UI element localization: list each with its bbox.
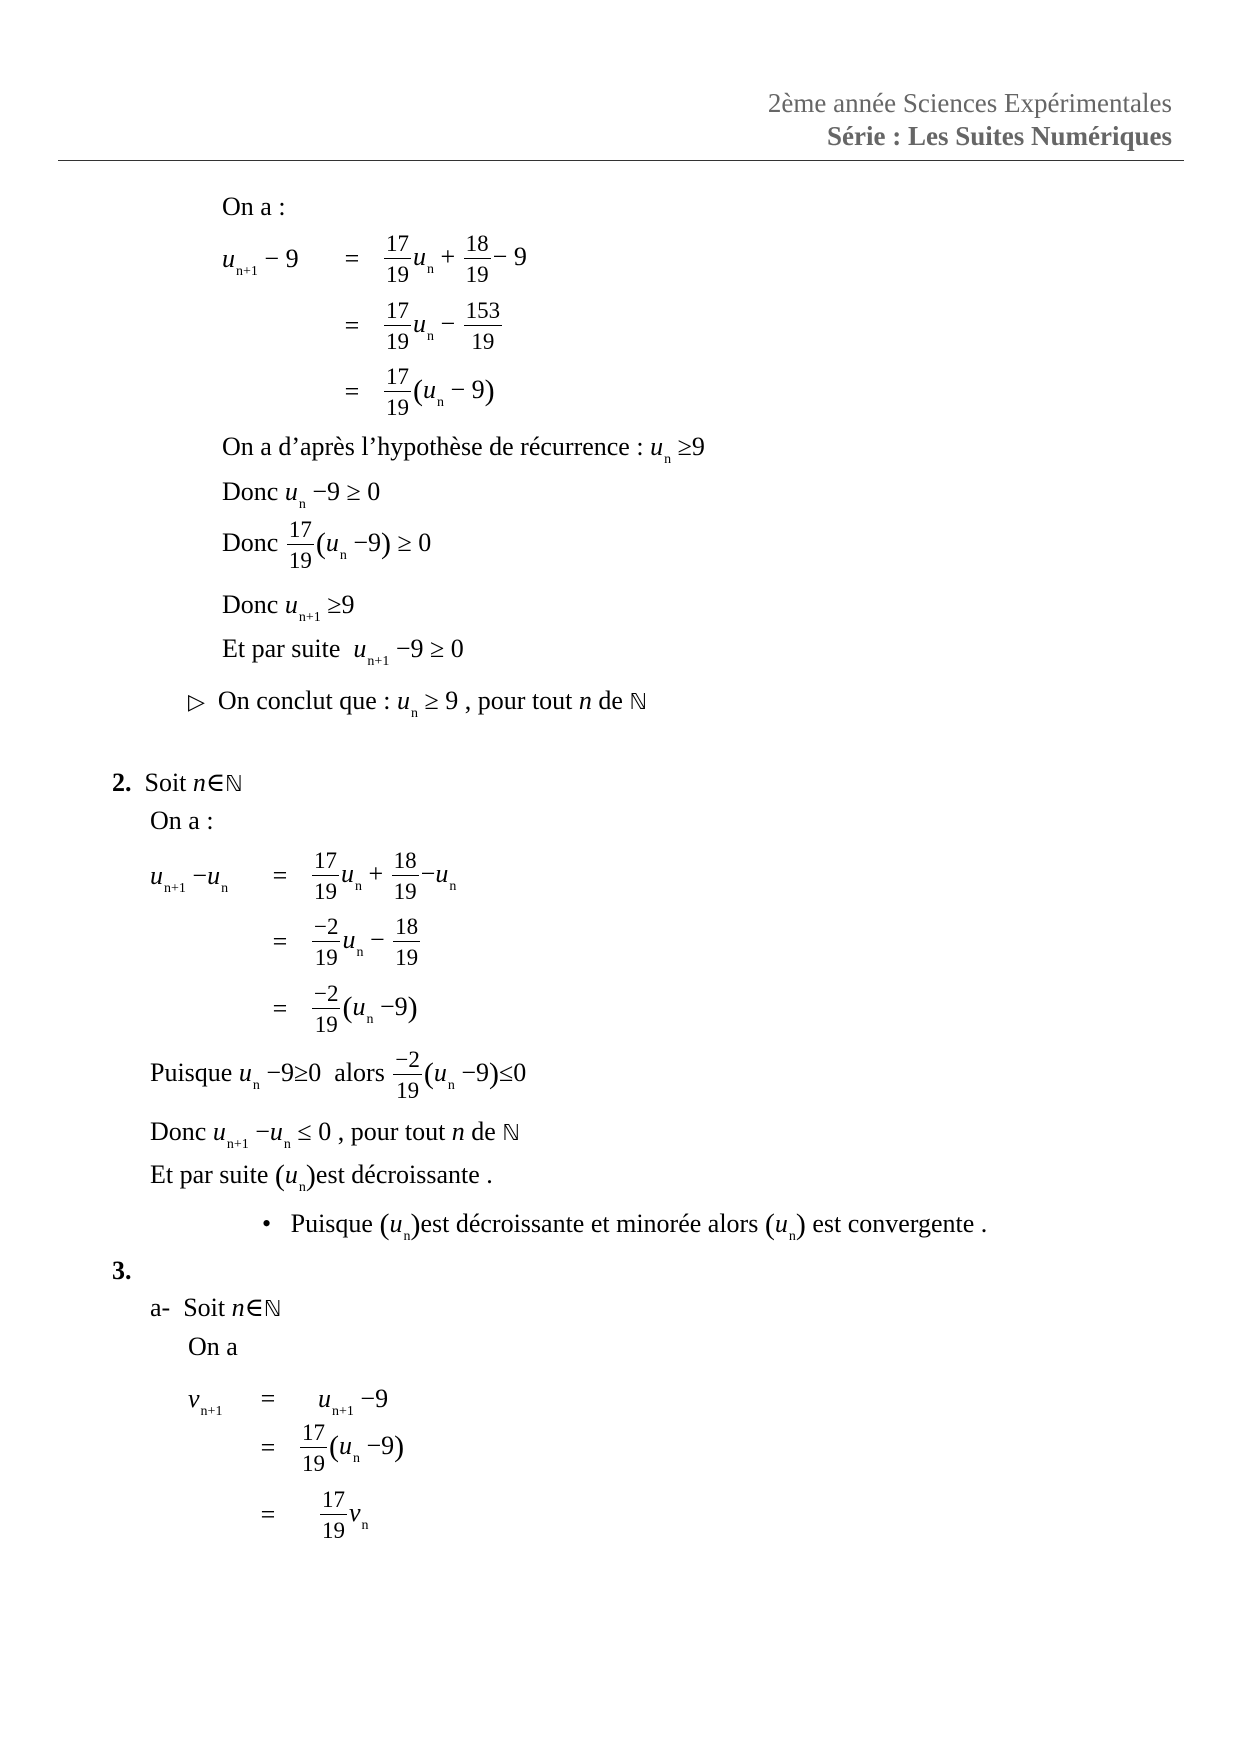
part2-on-a: On a : xyxy=(150,806,214,835)
header-title: Série : Les Suites Numériques xyxy=(827,121,1172,151)
part3-label: 3. xyxy=(112,1256,132,1285)
header-divider xyxy=(58,160,1184,161)
part1-hypothese: On a d’après l’hypothèse de récurrence : $u_n \ge 9$ xyxy=(222,432,705,467)
part3-eq-line-2: = $\frac{17}{19}$ $(u_n -9)$ xyxy=(260,1420,405,1476)
part1-conclusion: ▷ On conclut que : $u_n \ge 9$ , pour tout n de ℕ xyxy=(188,686,648,721)
bullet-icon: • xyxy=(262,1209,272,1238)
part2-eq-line-3: = $\frac{-2}{19}$ $(u_n -9)$ xyxy=(272,981,418,1037)
part1-donc-1: Donc $u_n -9 \ge 0$ xyxy=(222,477,381,512)
part2-puisque: Puisque $u_n -9\ge 0$ alors $\frac{-2}{19}$ $(u_n -9)\le 0$ xyxy=(150,1047,527,1103)
part3-on-a: On a xyxy=(188,1332,238,1361)
part1-eq-line-1: $u_{n+1} - 9$ = $\frac{17}{19}$ $u_n$ + $\frac{18}{19}$ − 9 xyxy=(222,231,527,287)
part1-eq-line-3: = $\frac{17}{19}$ $(u_n - 9)$ xyxy=(344,364,495,420)
part2-eq-line-1: $u_{n+1} -u_n$ = $\frac{17}{19}$ $u_n$ + $\frac{18}{19}$ $-u_n$ xyxy=(150,848,457,904)
part3-eq-line-3: = $\frac{17}{19}$ $v_n$ xyxy=(260,1487,369,1543)
part2-header: 2. Soit n∈ℕ xyxy=(112,768,243,797)
part1-donc-3: Donc $u_{n+1} \ge 9$ xyxy=(222,590,355,625)
part2-eq-line-2: = $\frac{-2}{19}$ $u_n$ − $\frac{18}{19}$ xyxy=(272,914,419,970)
part3-eq-line-1: $v_{n+1}$ = $u_{n+1} -9$ xyxy=(188,1384,389,1419)
part2-bullet-convergente: • Puisque $(u_n)est$ décroissante et minorée alors $(u_n)$ est convergente . xyxy=(262,1208,988,1244)
part1-eq-line-2: = $\frac{17}{19}$ $u_n$ − $\frac{153}{19}$ xyxy=(344,298,501,354)
part2-donc: Donc $u_{n+1} -u_n \le 0$ , pour tout n de ℕ xyxy=(150,1117,520,1152)
header-subtitle: 2ème année Sciences Expérimentales xyxy=(767,88,1172,118)
triangle-bullet-icon: ▷ xyxy=(188,690,205,715)
part1-donc-2: Donc $\frac{17}{19}$ $(u_n -9) \ge 0$ xyxy=(222,517,432,573)
part1-et-par-suite: Et par suite $u_{n+1} -9 \ge 0$ xyxy=(222,634,464,669)
part1-on-a: On a : xyxy=(222,192,286,221)
part2-decroissante: Et par suite $(u_n)est$ décroissante . xyxy=(150,1159,493,1195)
part3-a-header: a- Soit n∈ℕ xyxy=(150,1293,282,1322)
